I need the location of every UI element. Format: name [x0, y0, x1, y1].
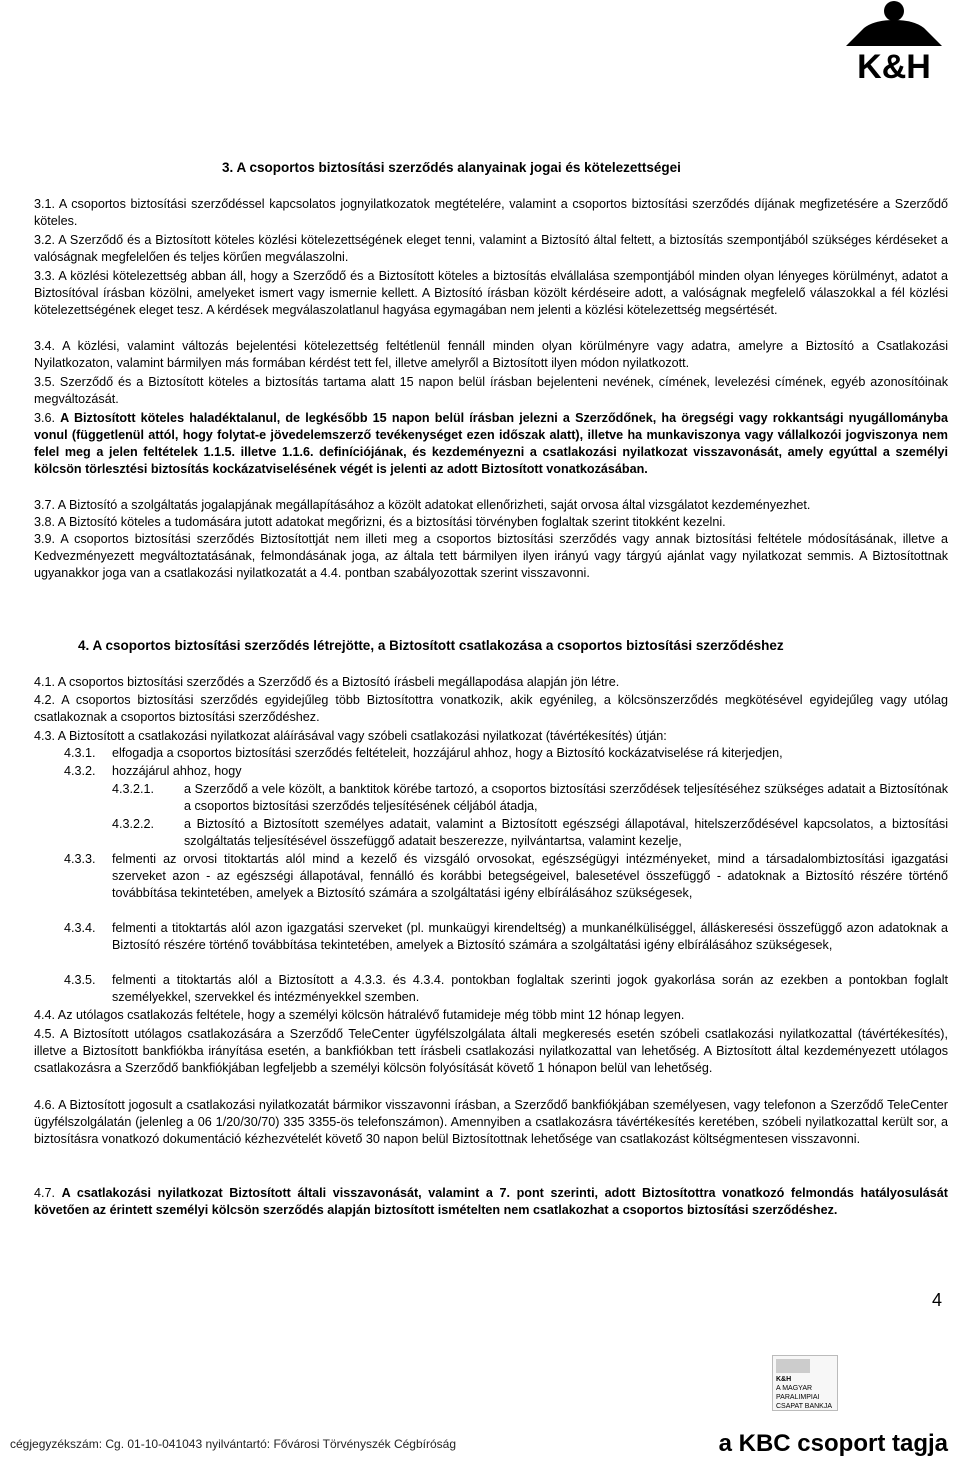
paralympic-logo-icon — [776, 1359, 810, 1373]
footer-registry: cégjegyzékszám: Cg. 01-10-041043 nyilvántartó: Fővárosi Törvényszék Cégbíróság — [10, 1437, 457, 1451]
page-number: 4 — [931, 1290, 942, 1310]
badge-line-4: CSAPAT BANKJA — [776, 1403, 833, 1410]
paragraph-4-2: 4.2. A csoportos biztosítási szerződés egyidejűleg több Biztosítottra vonatkozik, akik egyénileg, a kölcsönszerződés megkötésével egyidejűleg vagy utólag csatlakoznak a csoportos biztosítási szerződéshez. — [34, 693, 948, 724]
kh-logo — [838, 0, 950, 88]
item-4-3-4-number: 4.3.4. — [64, 921, 96, 935]
item-4-3-2-2-number: 4.3.2.2. — [112, 817, 155, 831]
section-3-title: 3. A csoportos biztosítási szerződés alanyainak jogai és kötelezettségei — [222, 160, 681, 175]
item-4-3-3-number: 4.3.3. — [64, 852, 96, 866]
paragraph-3-6 — [34, 410, 948, 478]
paragraph-3-6-number: 3.6. — [34, 411, 61, 425]
item-4-3-3: felmenti az orvosi titoktartás alól mind a kezelő és vizsgáló orvosokat, egészségügyi intézményeket, mind a társadalombiztosítási igazgatási szerveket azon - az egészségi állapotával, fennálló és korábbi betegségeivel, balesetével összefüggő - adatoknak a Biztosító részére történő továbbítása tekintetében, amelyek a Biztosító számára a szolgáltatási igény elbírálásához szükségesek, — [112, 852, 948, 900]
paragraph-4-7 — [34, 1185, 948, 1219]
badge-line-1: K&H — [776, 1376, 792, 1383]
item-4-3-2: hozzájárul ahhoz, hogy — [112, 764, 242, 778]
paragraph-3-5: 3.5. Szerződő és a Biztosított köteles a biztosítás tartama alatt 15 napon belül írásban bejelenteni nevének, címének, levelezési címének, egyéb azonosítóinak megváltozását. — [34, 375, 948, 406]
item-4-3-2-2: a Biztosító a Biztosított személyes adatait, valamint a Biztosított egészségi állapotával, hitelszerződésével kapcsolatos, a biztosítási szolgáltatás teljesítésével összefüggő adatait beszerezze, nyilvántartsa, valamint kezelje, — [184, 817, 948, 848]
item-4-3-1: elfogadja a csoportos biztosítási szerződés feltételeit, hozzájárul ahhoz, hogy a Biztosító kockázatviselése rá kiterjedjen, — [112, 746, 783, 760]
badge-line-3: PARALIMPIAI — [776, 1394, 820, 1401]
item-4-3-5-number: 4.3.5. — [64, 973, 96, 987]
paragraph-3-3: 3.3. A közlési kötelezettség abban áll, hogy a Szerződő és a Biztosított köteles a biztosítás elvállalása szempontjából minden olyan lényeges körülményt, adatot a Biztosítóval írásban közölni, amelyeket ismert vagy ismernie kellett. A Biztosító írásban közölt kérdéseire adott, a valóságnak megfelelő válaszokkal a fél közlési kötelezettségének eleget tesz. A kérdések megválaszolatlanul hagyása egymagában nem jelenti a közlési kötelezettség megsértését. — [34, 269, 948, 317]
paragraph-3-9: 3.9. A csoportos biztosítási szerződés Biztosítottját nem illeti meg a csoportos biztosítási szerződés vagy annak biztosítási feltétele módosításának, illetve a Kedvezményezett megváltoztatásának, felmondásának joga, az általa tett bármilyen ilyen irányú vagy tárgyú ajánlat vagy nyilatkozat semmis. A Biztosítottnak ugyanakkor joga van a csatlakozási nyilatkozatát a 4.4. pontban szabályozottak szerint visszavonni. — [34, 532, 948, 580]
paragraph-4-4: 4.4. Az utólagos csatlakozás feltétele, hogy a személyi kölcsön hátralévő futamideje még több mint 12 hónap legyen. — [34, 1008, 685, 1022]
item-4-3-1-number: 4.3.1. — [64, 746, 96, 760]
paragraph-4-6: 4.6. A Biztosított jogosult a csatlakozási nyilatkozatát bármikor visszavonni írásban, a Szerződő bankfiókjában személyesen, vagy telefonon a Szerződő TeleCenter ügyfélszolgálatán (jelenleg a 06 1/20/30/70) 335 3355-ös telefonszámon). Amennyiben a csatlakozásra távértékesítés keretében, szóbeli nyilatkozattal került sor, a biztosításra vonatkozó dokumentáció kézhezvételét követő 30 napon belül Biztosítottnak lehetősége van csatlakozást költségmentesen visszavonni. — [34, 1098, 948, 1146]
item-4-3-2-1-number: 4.3.2.1. — [112, 782, 155, 796]
item-4-3-2-1: a Szerződő a vele közölt, a banktitok körébe tartozó, a csoportos biztosítási szerződések teljesítéséhez szükséges adatait a Biztosítónak a csoportos biztosítási szerződés teljesítésének céljából átadja, — [184, 782, 948, 813]
paralympic-badge — [772, 1355, 838, 1411]
paragraph-4-7-text: A csatlakozási nyilatkozat Biztosított általi visszavonását, valamint a 7. pont szerinti, adott Biztosítottra vonatkozó felmondás hatályosulását követően az érintett személyi kölcsön szerződés alapján biztosított ismételten nem csatlakozhat a csoportos biztosítási szerződéshez. — [34, 1186, 948, 1217]
logo-text: K&H — [857, 48, 931, 86]
paragraph-4-1: 4.1. A csoportos biztosítási szerződés a Szerződő és a Biztosító írásbeli megállapodása alapján jön létre. — [34, 675, 620, 689]
paragraph-4-3: 4.3. A Biztosított a csatlakozási nyilatkozat aláírásával vagy szóbeli csatlakozási nyilatkozat (távértékesítés) útján: — [34, 729, 667, 743]
item-4-3-5: felmenti a titoktartás alól a Biztosított a 4.3.3. és 4.3.4. pontokban foglaltak szerinti jogok gyakorlása során az ezekben a pontokban foglalt személyekkel, szervekkel és intézményekkel szemben. — [112, 973, 948, 1004]
paragraph-3-1: 3.1. A csoportos biztosítási szerződéssel kapcsolatos jognyilatkozatok megtételére, valamint a csoportos biztosítási szerződés díjának megfizetésére a Szerződő köteles. — [34, 197, 948, 228]
paragraph-4-5: 4.5. A Biztosított utólagos csatlakozására a Szerződő TeleCenter ügyfélszolgálata általi megkeresés esetén szóbeli csatlakozási nyilatkozattal (távértékesítés), illetve a Biztosított bankfiókba irányítása esetén, a bankfiókban tett írásbeli csatlakozási nyilatkozattal van lehetőség. A Biztosított által kezdeményezett utólagos csatlakozásra a Szerződő bankfiókjában legfeljebb a személyi kölcsön folyósítását követő 1 hónapon belül van lehetőség. — [34, 1027, 948, 1075]
kh-logo-mark-icon — [844, 0, 944, 48]
section-4-title: 4. A csoportos biztosítási szerződés létrejötte, a Biztosított csatlakozása a csoportos biztosítási szerződéshez — [78, 638, 784, 653]
paragraph-3-8: 3.8. A Biztosító köteles a tudomására jutott adatokat megőrizni, és a biztosítási törvényben foglaltak szerint titokként kezelni. — [34, 515, 726, 529]
paragraph-3-2: 3.2. A Szerződő és a Biztosított köteles közlési kötelezettségének eleget tenni, valamint a Biztosító által feltett, a biztosítás szempontjából szükséges kérdéseket a valóságnak megfelelően és teljes körűen megválaszolni. — [34, 233, 948, 264]
footer-kbc-tagline: a KBC csoport tagja — [718, 1430, 948, 1457]
item-4-3-2-number: 4.3.2. — [64, 764, 96, 778]
paragraph-3-7: 3.7. A Biztosító a szolgáltatás jogalapjának megállapításához a közölt adatokat ellenőrizheti, saját orvosa által vizsgálatot kezdeményezhet. — [34, 498, 811, 512]
badge-line-2: A MAGYAR — [776, 1385, 813, 1392]
paragraph-4-7-number: 4.7. — [34, 1186, 62, 1200]
paragraph-3-4: 3.4. A közlési, valamint változás bejelentési kötelezettség feltétlenül fennáll minden olyan körülményre vagy adatra, amelyre a Biztosító a Csatlakozási Nyilatkozaton, valamint bármilyen más formában kérdést tett fel, illetve amelyről a Biztosított ilyen módon nyilatkozott. — [34, 339, 948, 370]
paragraph-3-6-text: A Biztosított köteles haladéktalanul, de legkésőbb 15 napon belül írásban jelezni a Szerződőnek, ha öregségi vagy rokkantsági nyugállományba vonul (függetlenül attól, hogy folytat-e jövedelemszerző tevékenységet ezen időszak alatt), illetve ha munkaviszonya vagy vállalkozói jogviszonya nem felel meg a jelen feltételek 1.1.5. illetve 1.1.6. definíciójának, és kezdeményezni a csatlakozási nyilatkozat visszavonását, amely egyúttal a személyi kölcsön törlesztési biztosítás kockázatviselésének végét is jelenti az adott Biztosított vonatkozásában. — [34, 411, 948, 476]
item-4-3-4: felmenti a titoktartás alól azon igazgatási szerveket (pl. munkaügyi kirendeltség) a munkanélküliséggel, álláskeresési összefüggő azon adatoknak a Biztosító részére történő továbbítása tekintetében, amelyek a Biztosító számára a szolgáltatási igény elbírálásához szükségesek, — [112, 921, 948, 952]
